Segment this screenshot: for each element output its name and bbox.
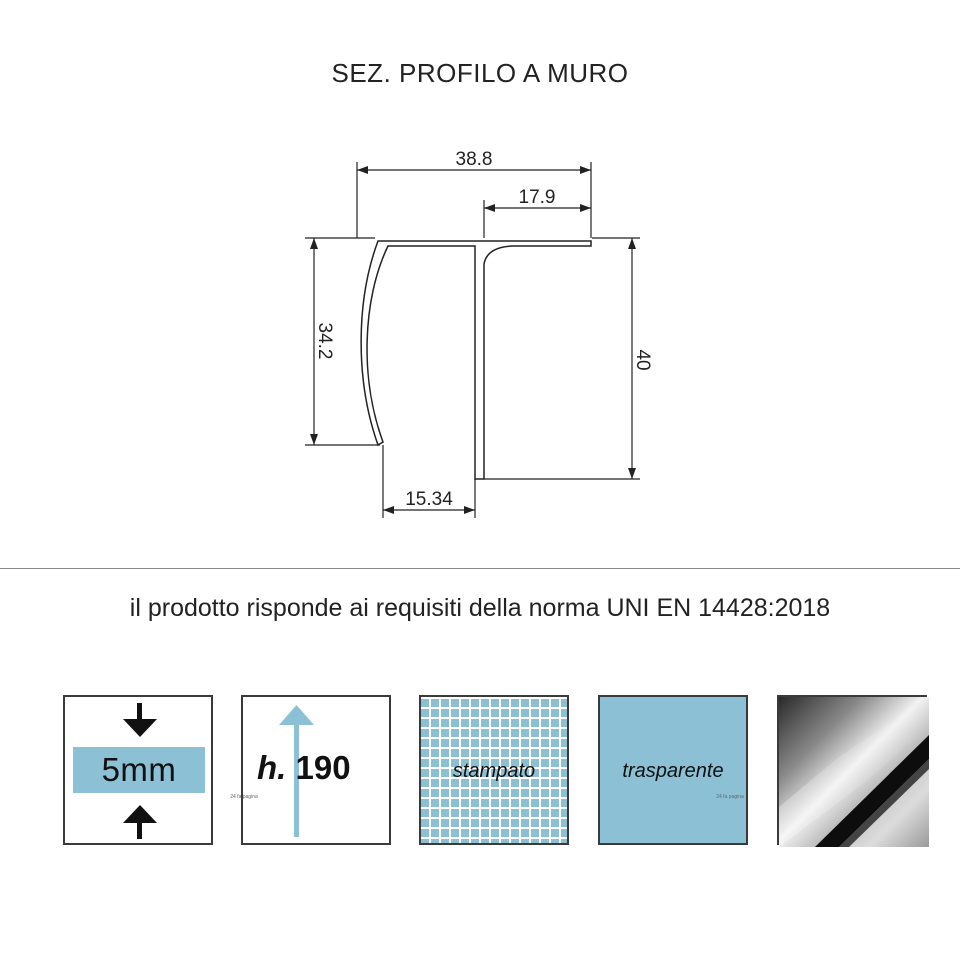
arrow-overall-right xyxy=(580,166,591,174)
printed-glass-label: stampato xyxy=(452,760,536,782)
height-small-text: 24 fa pagina xyxy=(230,794,258,800)
transparent-small-text: 24 fa pagina xyxy=(716,794,744,800)
dim-left-height: 34.2 xyxy=(314,322,335,360)
arrow-upper-right xyxy=(580,204,591,212)
arrow-overall-left xyxy=(357,166,368,174)
section-divider xyxy=(0,568,960,569)
arrow-right-bottom xyxy=(628,468,636,479)
thickness-label: 5mm xyxy=(73,747,205,793)
norm-compliance-text: il prodotto risponde ai requisiti della norma UNI EN 14428:2018 xyxy=(129,594,831,622)
thickness-tile xyxy=(63,695,213,845)
dim-right-height: 40 xyxy=(632,349,653,371)
arrow-left-top xyxy=(310,238,318,249)
printed-glass-tile xyxy=(419,695,569,845)
arrow-bottom-right xyxy=(464,506,475,514)
page-title: SEZ. PROFILO A MURO xyxy=(331,58,629,88)
arrow-upper-left xyxy=(484,204,495,212)
dim-upper-width: 17.9 xyxy=(518,187,556,208)
chrome-finish-tile xyxy=(777,695,927,845)
arrow-left-bottom xyxy=(310,434,318,445)
chrome-swatch-image xyxy=(779,697,929,847)
height-value: 190 xyxy=(295,749,351,786)
dim-bottom-width: 15.34 xyxy=(405,489,453,510)
dim-overall-width: 38.8 xyxy=(455,149,493,170)
height-prefix: h. xyxy=(257,749,287,786)
arrow-right-top xyxy=(628,238,636,249)
profile-outline xyxy=(361,241,591,479)
height-tile xyxy=(230,695,391,845)
transparent-glass-tile xyxy=(598,695,748,845)
transparent-glass-label: trasparente xyxy=(622,760,724,782)
arrow-bottom-left xyxy=(383,506,394,514)
